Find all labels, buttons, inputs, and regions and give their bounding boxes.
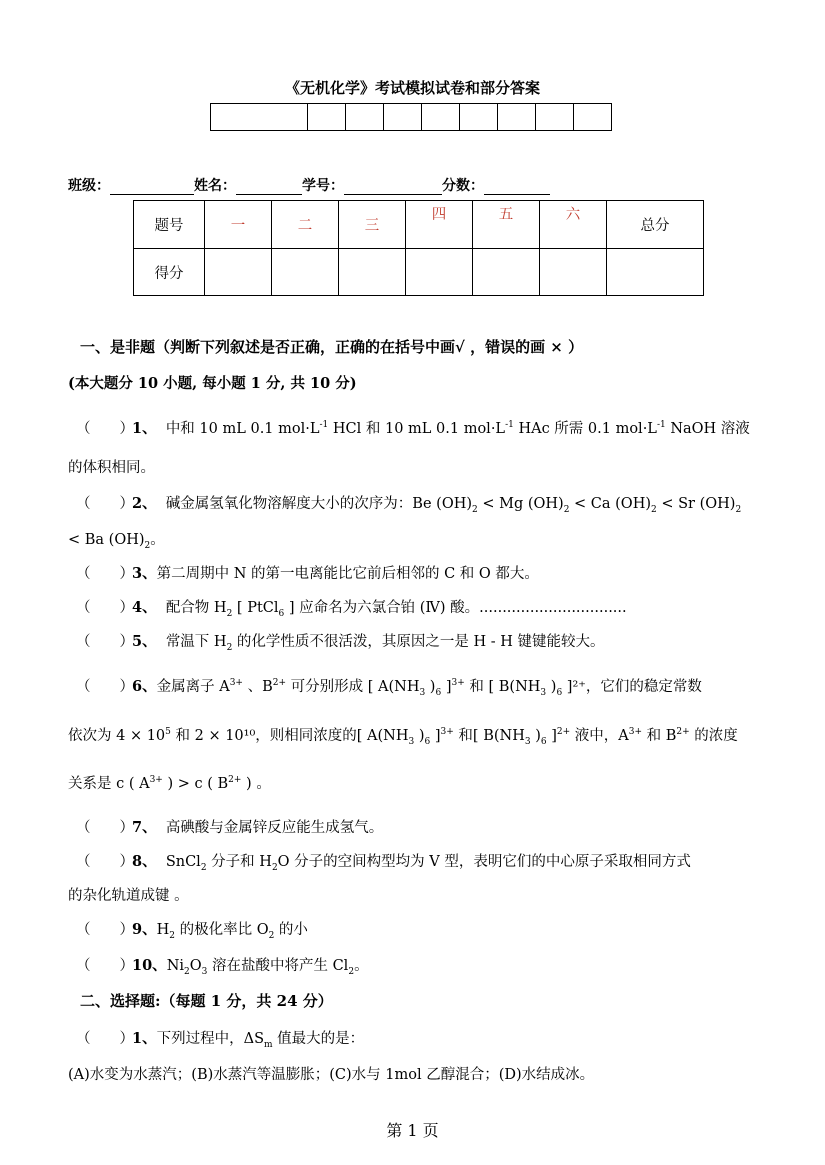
class-blank[interactable] [110,180,194,195]
total-cell[interactable] [607,249,704,296]
section2-question-1: （ ）1、下列过程中，$\Delta S_m$ 值最大的是： [76,1030,365,1050]
column-4: 四 [406,201,473,249]
section1-title: 一、是非题（判断下列叙述是否正确，正确的在括号中画√ ，错误的画 × ） [80,338,584,356]
page-title: 《无机化学》考试模拟试卷和部分答案 [284,79,540,97]
row-label: 得分 [134,249,205,296]
score-label: 分数： [442,178,484,194]
class-label: 班级： [68,178,110,194]
question-10: （ ）10、$Ni_2O_3$ 溶在盐酸中将产生 $Cl_2$。 [76,957,369,977]
id-blank[interactable] [344,180,442,195]
question-6-line-3: 关系是 c ( $A^{3+}$ ) > c ( $B^{2+}$ ) 。 [68,775,271,792]
question-6: （ ）6、金属离子 $A^{3+}$ 、$B^{2+}$ 可分别形成 [ $A(NH_3$ )$_6$ ]$^{3+}$ 和 [ $B(NH_3$ )$_6$ ]²⁺，它们的稳定常数 [76,678,702,698]
score-cell[interactable] [205,249,272,296]
question-1: （ ）1、 中和 10 mL 0.1 $mol\cdot L^{-1}$ HCl 和 10 mL 0.1 $mol\cdot L^{-1}$ HAc 所需 0.1 $mol\cdot L^{-1}$ NaOH 溶液 [76,420,750,437]
question-6-line-2: 依次为 $4 \times 10^5$ 和 2 × 10¹⁰，则相同浓度的[ $A(NH_3$ )$_6$ ]$^{3+}$ 和[ $B(NH_3$ )$_6$ ]$^{2+}$ 液中，$A^{3+}$ 和 $B^{2+}$ 的浓度 [68,727,738,747]
question-2: （ ）2、 碱金属氢氧化物溶解度大小的次序为：Be $(OH)_2 < Mg$ $(OH)_2 < Ca$ $(OH)_2 < Sr$ $(OH)_2$ [76,495,742,515]
column-2: 二 [272,201,339,249]
name-blank[interactable] [236,180,302,195]
question-3: （ ）3、第二周期中 N 的第一电离能比它前后相邻的 C 和 O 都大。 [76,565,539,582]
score-blank[interactable] [484,180,550,195]
section1-subtitle: (本大题分 10 小题, 每小题 1 分, 共 10 分) [68,375,357,392]
score-table [133,200,704,296]
question-5: （ ）5、 常温下 $H_2$ 的化学性质不很活泼，其原因之一是 H - H 键键能较大。 [76,633,605,653]
question-7: （ ）7、 高碘酸与金属锌反应能生成氢气。 [76,819,384,836]
total-label: 总分 [607,201,704,249]
question-2-cont: < Ba $(OH)_2$。 [68,532,165,551]
score-cell[interactable] [339,249,406,296]
score-cell[interactable] [406,249,473,296]
section2-title: 二、选择题:（每题 1 分，共 24 分） [80,992,333,1010]
column-5: 五 [473,201,540,249]
question-9: （ ）9、$H_2$ 的极化率比 $O_2$ 的小 [76,921,308,941]
id-label: 学号： [302,178,344,194]
question-4: （ ）4、 配合物 $H_2$ [ PtCl$_6$ ] 应命名为六氯合铂 (Ⅳ) 酸。................................ [76,599,627,619]
score-cell[interactable] [540,249,607,296]
column-3: 三 [339,201,406,249]
name-label: 姓名： [194,178,236,194]
student-info-line [68,175,550,195]
column-6: 六 [540,201,607,249]
question-8-cont: 的杂化轨道成键 。 [68,888,189,904]
page-number: 第 1 页 [386,1121,439,1140]
column-1: 一 [205,201,272,249]
section2-question-1-options: (A)水变为水蒸汽；(B)水蒸汽等温膨胀；(C)水与 1mol 乙醇混合；(D)水结成冰。 [68,1067,595,1083]
score-cell[interactable] [272,249,339,296]
header-label: 题号 [134,201,205,249]
question-1-cont: 的体积相同。 [68,460,155,476]
code-box [210,103,612,131]
score-cell[interactable] [473,249,540,296]
question-8: （ ）8、 SnCl$_2$ 分子和 $H_2O$ 分子的空间构型均为 V 型，表明它们的中心原子采取相同方式 [76,853,691,873]
